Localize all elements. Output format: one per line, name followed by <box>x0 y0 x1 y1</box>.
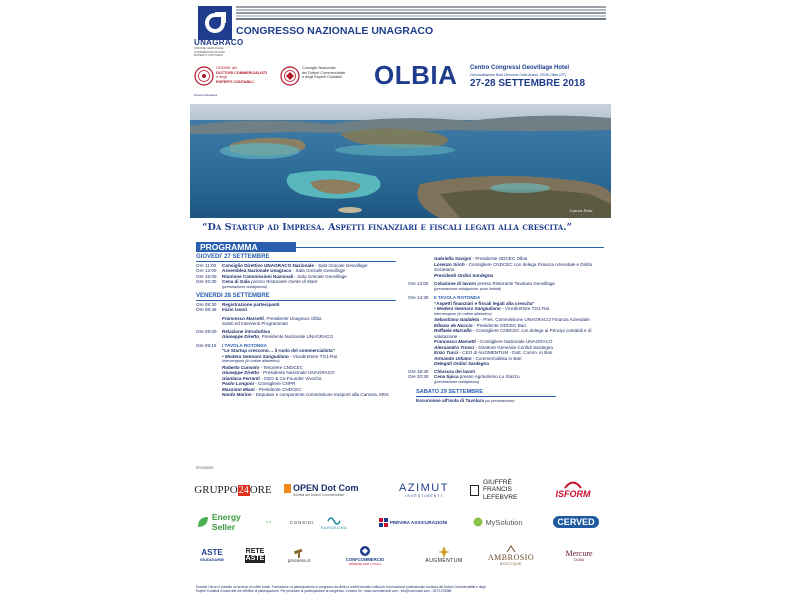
day-friday: VENERDI 28 SETTEMBRE <box>196 294 396 301</box>
sponsor-augmentum <box>416 540 472 570</box>
row-time <box>408 328 434 339</box>
program-row <box>408 361 608 367</box>
welcome-text: Saluti ed Interventi Programmati <box>222 321 288 326</box>
row-detail: - Pres. Commissione UNAGRACO Finanza Aziendale <box>479 317 590 322</box>
row-title: Assemblea Nazionale Unagraco <box>222 268 292 273</box>
coast-photo <box>190 104 611 218</box>
round2-title: II TAVOLA ROTONDA <box>434 295 481 300</box>
row-time <box>408 361 434 367</box>
sponsor-energyseller <box>196 510 272 534</box>
giuffre-line1: GIUFFRÈ <box>483 478 512 486</box>
footer-line2: Esperti Contabili in base alle ore effettive di partecipazione. Per prenotare la partecipazione al congresso: Comma Srl - www.commaeventi.com - info@commasrl.com - 0873.376988 <box>196 588 452 593</box>
assoc1-line1: ORDINE dei <box>216 66 237 70</box>
intro-time: Ore 09:00 <box>196 328 217 334</box>
reteaste-line1: RETE <box>245 547 265 555</box>
augmentum-icon <box>438 546 450 558</box>
processo-text: processo.it <box>287 557 311 563</box>
row-detail: - Presidente ODCEC Bari <box>472 322 526 328</box>
sponsor-cerved <box>546 510 606 534</box>
round2-note: Intervengono (in ordine alfabetico) <box>434 311 492 316</box>
row-detail: - Sala Gracale Geovillage <box>313 262 368 268</box>
sponsor-astegiudiziarie <box>192 544 232 568</box>
row-title: Nardo Marino <box>222 392 252 397</box>
round1-topic: “Le Startup crescono… il ruolo del commercialista” <box>222 348 335 353</box>
row-title: Delegati Ordini Sardegna <box>434 361 489 366</box>
gavel-icon <box>292 548 306 558</box>
confcommercio-text: CONFCOMMERCIO <box>345 556 385 562</box>
row-title: Gabriella Savigni <box>434 256 472 261</box>
round1-moderator: • Modera Gennaro Sangiuliano <box>222 353 289 359</box>
row-title: Consiglio Direttivo UNAGRACO Nazionale <box>222 262 314 268</box>
footer-note <box>196 586 606 594</box>
program-left-column <box>196 254 396 398</box>
row-detail: presso Ristorante Gente di Mare <box>249 279 318 284</box>
round2-moderator: • Modera Gennaro Sangiuliano <box>434 306 501 311</box>
day-saturday: SABATO 29 SETTEMBRE <box>416 390 556 397</box>
wave-icon <box>327 513 341 525</box>
program-row <box>408 273 608 279</box>
row-title: Sebastiano Gadaleta <box>434 317 480 322</box>
row-title: Inizio lavori <box>222 307 248 312</box>
sponsor-ambrosio <box>480 540 542 570</box>
mysolution-text: MySolution <box>485 517 523 527</box>
row-time <box>408 273 434 279</box>
sponsor-mercure <box>554 540 604 570</box>
sardegna-text: SARDEGNA <box>320 524 348 530</box>
intro-role: , Presidente Nazionale UNAGRACO <box>259 334 334 339</box>
row-title: Roberto Cunsolo <box>222 364 260 370</box>
sponsor-sardegna <box>312 508 356 534</box>
giuffre-icon <box>470 485 479 496</box>
row-title: Riunione Commissioni Nazionali <box>222 273 294 279</box>
sponsor-previra <box>372 512 454 532</box>
row-detail: - Consigliere CNPR <box>253 381 296 386</box>
intro-speaker: Giuseppe Diretto <box>222 334 260 339</box>
row-detail: - Presidente CNDCEC <box>254 386 302 392</box>
round2-moderator-role: - Vicedirettore TG1-Rai <box>500 306 550 311</box>
assoc1-line2: DOTTORI COMMERCIALISTI <box>216 70 268 75</box>
previra-icon <box>379 518 388 527</box>
isform-text: ISFORM <box>555 489 591 499</box>
close-title: Chiusura dei lavori <box>434 368 476 374</box>
augmentum-text: AUGMENTUM <box>425 558 463 564</box>
sponsor-azimut <box>388 478 460 502</box>
row-detail: - Consigliere CNDCEC con delega ai Principi contabili e di valutazione <box>434 328 592 339</box>
row-title: Alessandro Tronci <box>434 344 475 350</box>
program-divider <box>296 247 604 248</box>
sponsor-isform <box>542 474 604 504</box>
opendotcom-sub: Società dei Dottori Commercialisti <box>293 493 344 497</box>
day-thursday: GIOVEDI' 27 SETTEMBRE <box>196 255 396 262</box>
row-title: Massimo Miani <box>222 386 255 392</box>
day1-note: (prenotazione obbligatoria) <box>222 284 268 289</box>
reteaste-line2: ASTE <box>245 555 265 562</box>
close-time: Ore 18:30 <box>408 368 429 374</box>
row-detail: - Sala Grecale Geovillage <box>293 273 347 279</box>
program-right-column <box>408 256 608 404</box>
astegiudiziarie-line2: GIUDIZIARIE <box>199 557 225 562</box>
welcome-speaker: Francesco Marcetti <box>222 315 264 321</box>
row-detail: - CEO & Co-Founder Vivocha <box>259 375 322 381</box>
row-detail: - Presidente Nazionale UNAGRACO <box>259 370 335 375</box>
row-detail: - Direttore Generale Confidi Sardegna <box>474 344 553 350</box>
congress-slogan: “Da Startup ad Impresa. Aspetti finanziari e fiscali legati alla crescita.” <box>202 222 573 233</box>
round2-time: Ore 14:30 <box>408 295 429 300</box>
sponsor-gruppo24ore <box>194 480 272 500</box>
row-time: Ore 15:00 <box>196 273 217 279</box>
row-time: Ore 11:00 <box>196 262 217 268</box>
saturday-activity: Escursione all'Isola di Tavolara <box>416 397 484 403</box>
giuffre-line2: FRANCIS <box>483 486 512 494</box>
odcec-tempio-logo <box>194 64 274 94</box>
assoc1-tag: Tempio Pausania <box>194 93 218 97</box>
sponsor-opendotcom <box>284 478 370 502</box>
lunch-detail: presso Ristorante Tavolara Geovillage <box>476 281 555 286</box>
photo-signature: Lanza Foto <box>570 208 593 213</box>
event-dates: 27-28 SETTEMBRE 2018 <box>470 78 586 89</box>
opendotcom-icon <box>284 484 291 493</box>
row-detail: - Consigliere CNDCEC con delega Finanza Aziendale e Diritto Societario <box>434 261 593 272</box>
row-title: Giuseppe Diretto <box>222 370 260 375</box>
org-name: UNAGRACO <box>194 38 244 47</box>
azimut-text: AZIMUT <box>399 482 449 494</box>
round1-title: I TAVOLA ROTONDA <box>222 342 267 348</box>
gruppo24-text2: 24 <box>238 484 249 496</box>
row-time: Ore 12:00 <box>196 268 217 273</box>
row-detail: - Deputato e componente commissione trasporti alla Camera, M5S <box>251 392 389 397</box>
city-title: OLBIA <box>374 60 458 90</box>
row-title: Elbano de Nuccio <box>434 322 473 328</box>
dinner-time: Ore 20:30 <box>408 374 429 379</box>
gruppo24-text3: ORE <box>249 484 272 496</box>
row-title: Francesco Marcetti <box>434 339 476 344</box>
assoc1-line4: ESPERTI CONTABILI <box>216 79 254 84</box>
mysolution-icon <box>473 517 483 527</box>
energy-text: Energy Seller <box>211 512 241 532</box>
ambrosio-icon <box>506 545 516 553</box>
sponsor-confcommercio <box>336 540 394 570</box>
assoc1-line3: e degli <box>216 75 228 80</box>
previra-text: PRÉVIRA ASSICURAZIONI <box>389 519 448 525</box>
opendotcom-text: OPEN Dot Com <box>293 483 359 493</box>
lunch-note: (prenotazione obbligatoria, posti limitati) <box>434 286 502 291</box>
lunch-title: Colazione di lavoro <box>434 281 477 286</box>
row-time: Ore 08:45 <box>196 307 217 312</box>
sponsor-reteaste <box>242 542 268 568</box>
mercure-text: Mercure <box>565 548 593 558</box>
row-title: Raffaele Marcello <box>434 328 472 333</box>
program-row <box>408 328 608 339</box>
row-time: Ore 08:30 <box>196 301 217 307</box>
org-subtitle: UNIONE NAZIONALE COMMERCIALISTI ED ESPERTI CONTABILI <box>194 46 225 57</box>
row-time: Ore 20:30 <box>196 279 217 284</box>
isform-icon <box>563 479 583 489</box>
program-row <box>408 262 608 273</box>
dinner-note: (prenotazione obbligatoria) <box>434 379 480 384</box>
sponsor-giuffre <box>470 474 532 506</box>
row-title: Registrazione partecipanti <box>222 301 280 307</box>
venue-name: Centro Congressi Geovillage Hotel <box>470 65 570 71</box>
venue-address: Circonvallazione Nord Direzione Golfo Aranci, 07026 Olbia (OT) <box>470 73 566 77</box>
dinner-detail: presso Agriturismo Lu Stazzu <box>458 374 520 379</box>
row-detail: - Tesoriere CNDCEC <box>259 364 304 370</box>
row-title: Armando Urbano <box>434 355 472 361</box>
congress-poster <box>190 0 611 600</box>
row-title: Enzo Tucci <box>434 350 459 355</box>
row-title: Presidenti Ordini Sardegna <box>434 272 494 278</box>
azimut-sub: INVESTIMENTI <box>405 494 443 498</box>
seal-icon <box>194 66 214 86</box>
row-detail: - CEO di AUGMENTUM - Dott. Comm. in Bari <box>458 350 553 355</box>
cndcec-logo <box>280 64 360 94</box>
sponsor-mysolution <box>468 512 528 532</box>
confcommercio-icon <box>359 545 371 557</box>
lunch-time: Ore 13:00 <box>408 281 429 286</box>
cerved-text: CERVED <box>553 516 598 528</box>
assoc2-line2: dei Dottori Commercialisti <box>302 70 346 75</box>
astegiudiziarie-line1: ASTE <box>201 548 223 557</box>
row-title: Lorenzo Sirch <box>434 261 465 267</box>
confidi-text: CONSIDI <box>289 519 315 525</box>
round1-time: Ore 09:15 <box>196 342 217 348</box>
row-detail: - Commercialista in Bari <box>471 355 522 361</box>
row-title: Gianluca Ferranti <box>222 375 260 381</box>
round1-note: Intervengono (in ordine alfabetico) <box>222 359 280 363</box>
unagraco-logo <box>198 6 232 40</box>
assoc2-line1: Consiglio Nazionale <box>302 66 336 70</box>
ambrosio-sub: BOUTIQUE <box>500 561 522 566</box>
congress-title: CONGRESSO NAZIONALE UNAGRACO <box>236 25 434 37</box>
row-detail: - Sala Grecale Geovillage <box>291 268 346 273</box>
giuffre-line3: LEFEBVRE <box>483 493 518 501</box>
program-header <box>196 242 296 252</box>
program-label: PROGRAMMA <box>200 242 258 252</box>
program-row <box>196 392 396 398</box>
saturday-note: (su prenotazione) <box>483 398 515 403</box>
row-title: Paolo Longoni <box>222 381 254 386</box>
sponsor-processo <box>278 542 320 568</box>
gruppo24-text1: GRUPPO <box>194 484 238 496</box>
confcommercio-sub: IMPRESE PER L'ITALIA <box>348 561 382 566</box>
intro-title: Relazione introduttiva <box>222 328 270 334</box>
program-row <box>196 307 396 313</box>
welcome-role: , Presidente Unagraco Olbia <box>263 315 322 321</box>
seal-icon <box>280 66 300 86</box>
row-title: Cena di Gala <box>222 279 250 284</box>
sponsor-label: SPONSOR: <box>196 466 214 470</box>
leaf-icon <box>196 515 210 529</box>
round2-topic: “Aspetti finanziari e fiscali legati alla crescita” <box>434 300 535 306</box>
round1-moderator-role: - Vicedirettore TG1-Rai <box>288 353 338 359</box>
footer-line1: Durante i lavori è previsto un servizio di coffee break. Formazione: la partecipazione al congresso da diritto a crediti formativi validi per la formazione professionale continua dei Dottori Commercialisti e degli <box>196 585 486 589</box>
row-time <box>196 392 222 398</box>
header-stripes <box>236 6 606 24</box>
ambrosio-text: AMBROSIO <box>487 552 535 562</box>
dinner-title: Cena tipica <box>434 374 459 379</box>
row-time <box>408 262 434 273</box>
assoc2-line3: e degli Esperti Contabili <box>302 75 342 80</box>
row-detail: - Consigliere Nazionale UNAGRACO <box>475 339 553 344</box>
row-detail: - Presidente ODCEC Olbia <box>471 256 528 261</box>
energy-sup: S.r.l. <box>265 520 272 524</box>
mercure-sub: OLBIA <box>573 557 585 562</box>
